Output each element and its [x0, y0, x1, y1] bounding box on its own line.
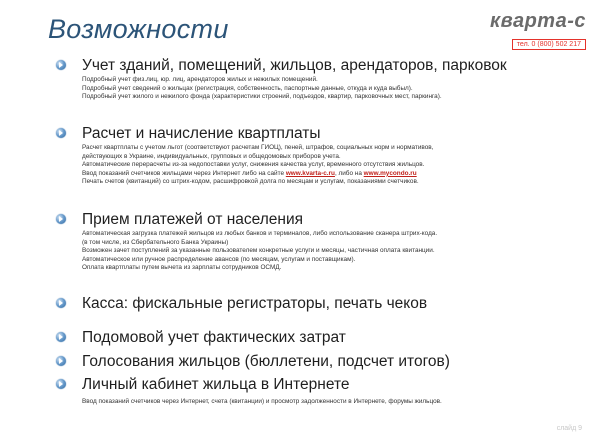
section-heading: Личный кабинет жильца в Интернете [56, 375, 584, 394]
company-logo [490, 10, 586, 51]
bullet-arrow-icon [56, 128, 66, 138]
section-heading: Учет зданий, помещений, жильцов, арендаторов, парковок [56, 56, 584, 75]
section-heading: Расчет и начисление квартплаты [56, 124, 584, 143]
kvarta-site-link[interactable]: www.kvarta-c.ru [285, 169, 335, 177]
logo-text: кварта-с [490, 10, 586, 32]
section-line-links: Ввод показаний счетчиков жильцами через Интернет либо на сайте www.kvarta-c.ru, либо на www.mycondo.ru [82, 169, 417, 177]
section-personal-account [56, 375, 584, 407]
section-line: действующих в Украине, индивидуальных, групповых и общедомовых приборов учета. [82, 152, 341, 160]
section-line: Подробный учет жилого и нежилого фонда (характеристики строений, подъездов, квартир, парковочных мест, паркинга). [82, 93, 442, 101]
section-voting [56, 352, 584, 371]
section-line: Автоматическая загрузка платежей жильцов из любых банков и терминалов, либо использование сканера штрих-кода. [82, 230, 438, 237]
section-line: Автоматическое или ручное распределение авансов (по месяцам, услугам и поставщикам). [82, 255, 356, 263]
section-payments [56, 210, 584, 273]
bullet-arrow-icon [56, 379, 66, 389]
section-heading: Голосования жильцов (бюллетени, подсчет итогов) [56, 352, 584, 371]
section-line: Подробный учет физ.лиц, юр. лиц, арендаторов жилых и нежилых помещений. [82, 76, 318, 83]
section-line: (в том числе, из Сбербательного Банка Украины) [82, 238, 229, 246]
section-line: Печать счетов (квитанций) со штрих-кодом, расшифровкой долга по месяцам и услугам, показаниями счетчиков. [82, 178, 419, 186]
slide-number: слайд 9 [556, 425, 582, 432]
section-line: Возможен зачет поступлений за указанные пользователем конкретные услуги и месяцы, частичная оплата квитанции. [82, 247, 435, 255]
page-title: Возможности [48, 14, 229, 44]
bullet-arrow-icon [56, 298, 66, 308]
section-heading: Касса: фискальные регистраторы, печать чеков [56, 294, 584, 313]
section-accounting [56, 56, 584, 102]
section-line: Автоматические перерасчеты из-за недопоставки услуг, снижения качества услуг, временного отсутствия жильцов. [82, 161, 425, 169]
bullet-arrow-icon [56, 214, 66, 224]
section-cost-accounting [56, 328, 584, 347]
bullet-arrow-icon [56, 332, 66, 342]
section-line: Ввод показаний счетчиков через Интернет, счета (квитанции) и просмотр задолженности в Интернете, форумы жильцов. [82, 398, 442, 405]
section-line: Оплата квартплаты путем вычета из зарплаты сотрудников ОСМД. [82, 264, 282, 272]
section-line: Расчет квартплаты с учетом льгот (соответствуют расчетам ГИОЦ), пеней, штрафов, социальных норм и нормативов, [82, 144, 434, 151]
section-billing [56, 124, 584, 187]
section-heading: Прием платежей от населения [56, 210, 584, 229]
bullet-arrow-icon [56, 356, 66, 366]
mycondo-site-link[interactable]: www.mycondo.ru [363, 169, 417, 177]
section-cash-register [56, 294, 584, 313]
section-line: Подробный учет сведений о жильцах (регистрация, собственность, паспортные данные, откуда и куда выбыл). [82, 84, 413, 92]
phone-number: тел. 0 (800) 502 217 [512, 39, 586, 50]
bullet-arrow-icon [56, 60, 66, 70]
section-heading: Подомовой учет фактических затрат [56, 328, 584, 347]
